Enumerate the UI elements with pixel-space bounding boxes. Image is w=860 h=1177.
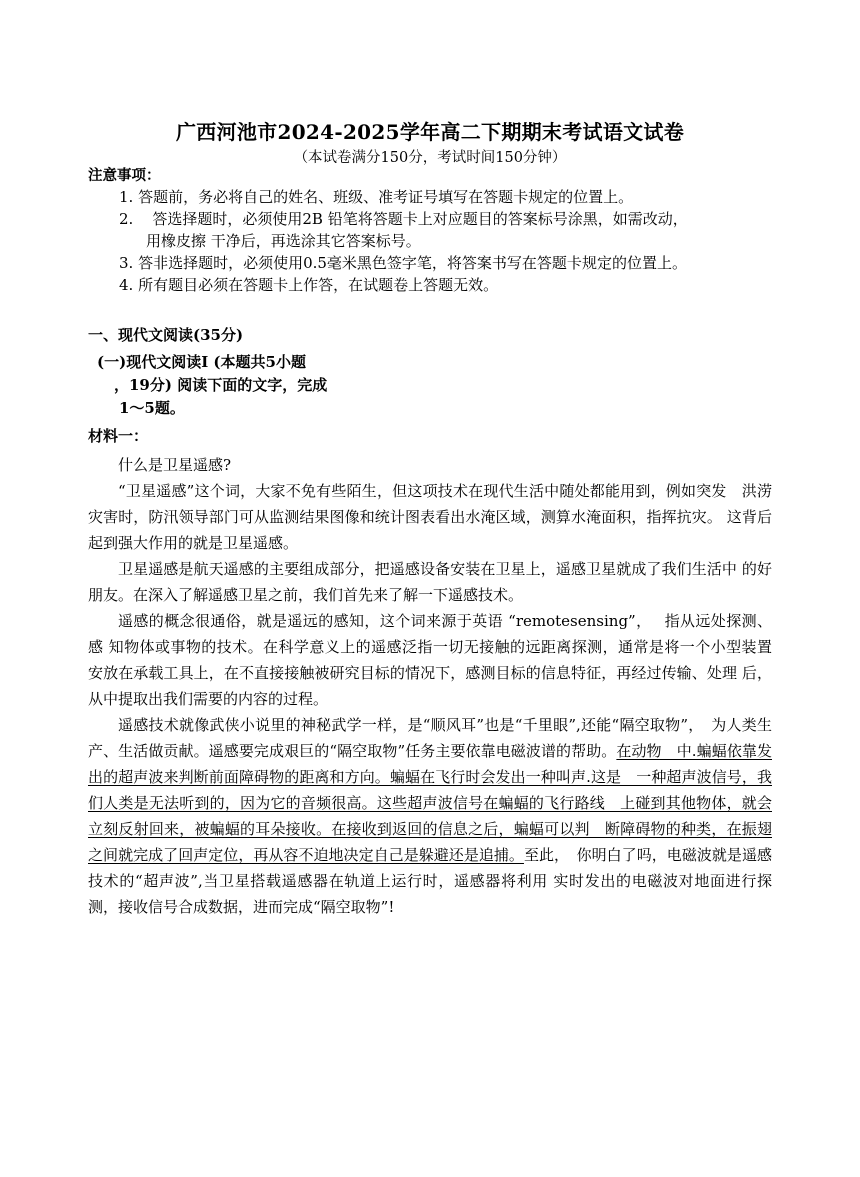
- notice-item-4: 4. 所有题目必须在答题卡上作答，在试题卷上答题无效。: [119, 276, 499, 294]
- notice-item-3: 3. 答非选择题时，必须使用0.5毫米黑色签字笔，将答案书写在答题卡规定的位置上。: [119, 254, 687, 272]
- article-text: 至此， 你明白了吗，电磁波就是遥感技术的“超声波”,当卫星搭载遥感器在轨道上运行时，遥感器将利用 实时发出的电磁波对地面进行探测，接收信号合成数据，进而完成“隔空取物”!: [88, 846, 772, 916]
- article-text: 遥感技术就像武侠小说里的神秘武学一样，是“顺风耳”也是“千里眼”,还能“隔空取物”， 为人类生产、生活做贡献。遥感要完成艰巨的“隔空取物”任务主要依靠电磁波谱的帮助。: [88, 716, 772, 760]
- notice-item-2-continued: 用橡皮擦 干净后，再选涂其它答案标号。: [146, 232, 421, 250]
- notice-item-2: 2. 答选择题时，必须使用2B 铅笔将答题卡上对应题目的答案标号涂黑，如需改动，: [119, 210, 688, 228]
- material-label: 材料一：: [88, 427, 149, 445]
- article-paragraph: [88, 712, 772, 920]
- section-heading: 一、现代文阅读(35分): [88, 326, 244, 344]
- article-paragraph: 卫星遥感是航天遥感的主要组成部分，把遥感设备安装在卫星上，遥感卫星就成了我们生活中 的好朋友。在深入了解遥感卫星之前，我们首先来了解一下遥感技术。: [88, 560, 772, 604]
- notice-heading: 注意事项：: [88, 167, 161, 184]
- subsection-line-2: ，19分) 阅读下面的文字，完成: [114, 376, 328, 394]
- exam-title: 广西河池市2024-2025学年高二下期期末考试语文试卷: [175, 120, 685, 144]
- subsection-line-3: 1～5题。: [119, 399, 185, 417]
- article-paragraph: 遥感的概念很通俗，就是遥远的感知，这个词来源于英语 “remotesensing”， 指从远处探测、感 知物体或事物的技术。在科学意义上的遥感泛指一切无接触的远距离探测，通常是将一个小型装置 安放在承载工具上，在不直接接触被研究目标的情况下，感测目标的信息特征，再经过传输、处理 后，从中提取出我们需要的内容的过程。: [88, 612, 772, 708]
- notice-item-1: 1. 答题前，务必将自己的姓名、班级、准考证号填写在答题卡规定的位置上。: [119, 188, 634, 206]
- subsection-line-1: (一)现代文阅读I (本题共5小题: [97, 353, 306, 371]
- exam-subtitle: （本试卷满分150分，考试时间150分钟）: [293, 150, 567, 166]
- article-paragraph: “卫星遥感”这个词，大家不免有些陌生，但这项技术在现代生活中随处都能用到，例如突发 洪涝灾害时，防汛领导部门可从监测结果图像和统计图表看出水淹区域，测算水淹面积，指挥抗灾。 这背后起到强大作用的就是卫星遥感。: [88, 482, 772, 552]
- article-paragraph: 什么是卫星遥感?: [118, 456, 232, 474]
- article-body: [88, 452, 772, 920]
- underlined-passage: 在动物 中.蝙蝠依靠发出的超声波来判断前面障碍物的距离和方向。蝙蝠在飞行时会发出一种叫声.这是 一种超声波信号，我们人类是无法听到的，因为它的音频很高。这些超声波信号在蝙蝠的飞行路线 上碰到其他物体，就会立刻反射回来，被蝙蝠的耳朵接收。在接收到返回的信息之后，蝙蝠可以判 断障碍物的种类，在振翅之间就完成了回声定位，再从容不迫地决定自己是躲避还是追捕。: [88, 742, 772, 864]
